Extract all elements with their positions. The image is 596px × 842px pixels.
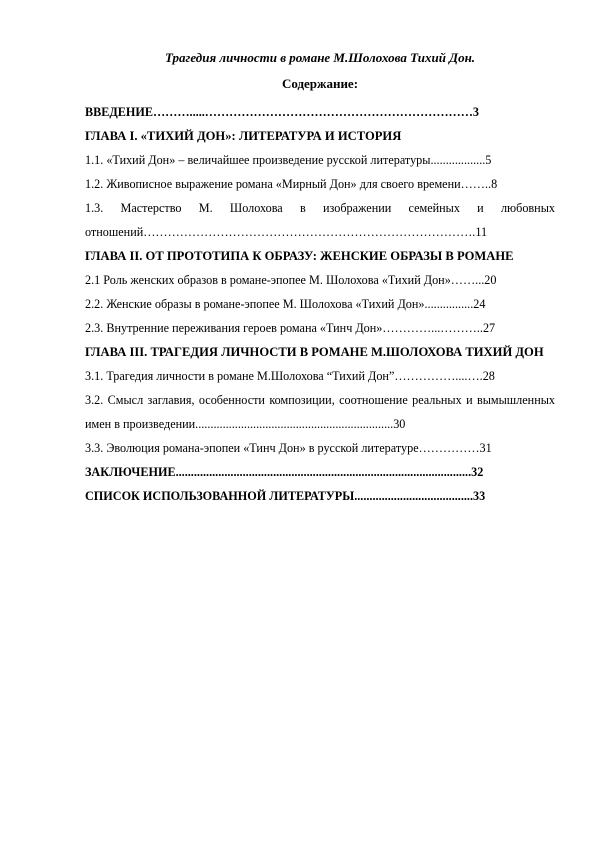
toc-entry-chapter-2: ГЛАВА II. ОТ ПРОТОТИПА К ОБРАЗУ: ЖЕНСКИЕ ОБРАЗЫ В РОМАНЕ — [85, 249, 514, 263]
toc-heading: Содержание: — [281, 76, 359, 91]
table-of-contents — [85, 100, 555, 508]
toc-entry-3-3: 3.3. Эволюция романа-эпопеи «Тинч Дон» в русской литературе……………31 — [85, 441, 492, 455]
toc-entry-2-3: 2.3. Внутренние переживания героев романа «Тинч Дон»…………...………..27 — [85, 321, 496, 335]
toc-entry-2-2: 2.2. Женские образы в романе-эпопее М. Шолохова «Тихий Дон»................24 — [85, 297, 486, 311]
toc-entry-2-1: 2.1 Роль женских образов в романе-эпопее М. Шолохова «Тихий Дон»……...20 — [85, 273, 497, 287]
toc-entry-introduction: ВВЕДЕНИЕ……….....…………………………………………………………3 — [85, 105, 480, 119]
toc-entry-conclusion: ЗАКЛЮЧЕНИЕ.................................................................................................32 — [85, 465, 484, 479]
toc-entry-chapter-1: ГЛАВА I. «ТИХИЙ ДОН»: ЛИТЕРАТУРА И ИСТОРИЯ — [85, 129, 402, 143]
toc-entry-1-1: 1.1. «Тихий Дон» – величайшее произведение русской литературы..................5 — [85, 153, 492, 167]
document-title: Трагедия личности в романе М.Шолохова Тихий Дон. — [164, 50, 476, 65]
toc-entry-bibliography: СПИСОК ИСПОЛЬЗОВАННОЙ ЛИТЕРАТУРЫ.......................................33 — [85, 489, 486, 503]
toc-entry-1-3: 1.3. Мастерство М. Шолохова в изображении семейных и любовных отношений……………………………………………………………………….11 — [85, 201, 555, 239]
toc-entry-1-2: 1.2. Живописное выражение романа «Мирный Дон» для своего времени……..8 — [85, 177, 498, 191]
document-page — [85, 50, 555, 508]
toc-entry-chapter-3: ГЛАВА III. ТРАГЕДИЯ ЛИЧНОСТИ В РОМАНЕ М.ШОЛОХОВА ТИХИЙ ДОН — [85, 345, 544, 359]
toc-entry-3-1: 3.1. Трагедия личности в романе М.Шолохова “Тихий Дон”……………....….28 — [85, 369, 495, 383]
toc-entry-3-2: 3.2. Смысл заглавия, особенности композиции, соотношение реальных и вымышленных имен в произведении.................................................................30 — [85, 393, 555, 431]
